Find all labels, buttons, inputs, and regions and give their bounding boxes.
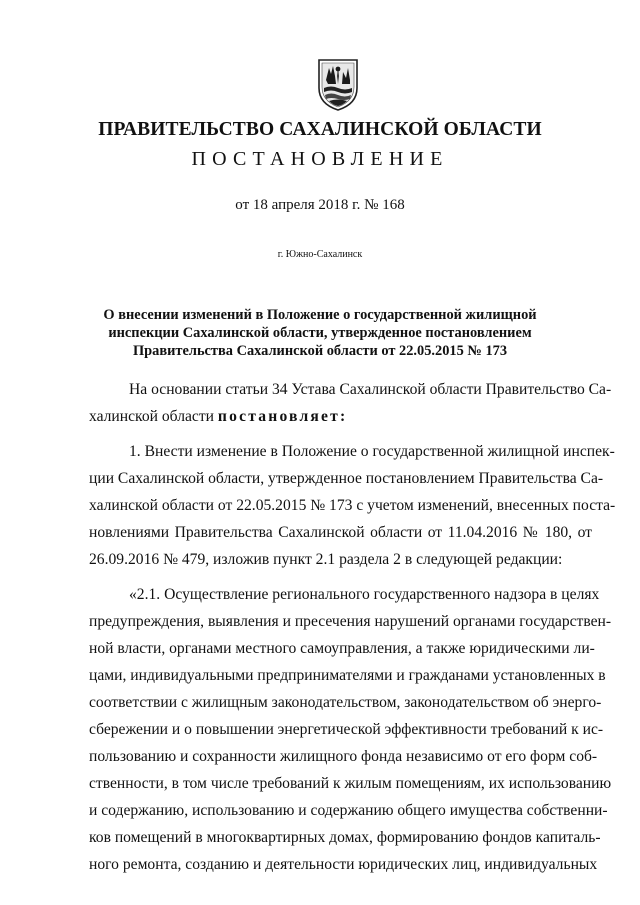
paragraph-line: и содержанию, использованию и содержанию общего имущества собственни-	[89, 802, 608, 819]
decree-keyword: постановляет:	[217, 408, 348, 425]
subject-line: О внесении изменений в Положение о государственной жилищной	[103, 307, 537, 323]
document-city: г. Южно-Сахалинск	[277, 249, 363, 260]
paragraph-line: ции Сахалинской области, утвержденное постановлением Правительства Са-	[89, 470, 604, 487]
paragraph-line: пользованию и сохранности жилищного фонда независимо от его форм соб-	[89, 748, 598, 765]
paragraph-line: ного ремонта, созданию и деятельности юридических лиц, индивидуальных	[89, 856, 598, 873]
paragraph-line: ной власти, органами местного самоуправления, а также юридическими ли-	[89, 640, 595, 657]
paragraph-line: сбережении и о повышении энергетической эффективности требований к ис-	[89, 721, 604, 738]
subject-line: инспекции Сахалинской области, утвержденное постановлением	[108, 325, 532, 341]
paragraph-line: «2.1. Осуществление регионального государственного надзора в целях	[129, 586, 600, 603]
subject-line: Правительства Сахалинской области от 22.05.2015 № 173	[132, 343, 508, 359]
document-date-number: от 18 апреля 2018 г. № 168	[235, 197, 405, 213]
paragraph-line: На основании статьи 34 Устава Сахалинской области Правительство Са-	[129, 381, 612, 398]
document-type: ПОСТАНОВЛЕНИЕ	[191, 148, 449, 170]
paragraph-line: новлениями Правительства Сахалинской области от 11.04.2016 № 180, от	[89, 524, 592, 541]
paragraph-line: халинской области от 22.05.2015 № 173 с учетом изменений, внесенных поста-	[89, 497, 616, 514]
paragraph-line: ков помещений в многоквартирных домах, формированию фондов капиталь-	[89, 829, 601, 846]
paragraph-line: соответствии с жилищным законодательством, законодательством об энерго-	[89, 694, 602, 711]
paragraph-line: цами, индивидуальными предпринимателями и гражданами установленных в	[89, 667, 606, 684]
paragraph-line: 1. Внести изменение в Положение о государственной жилищной инспек-	[129, 443, 615, 460]
organization-title: ПРАВИТЕЛЬСТВО САХАЛИНСКОЙ ОБЛАСТИ	[98, 119, 542, 140]
paragraph-line	[89, 403, 592, 430]
paragraph-text: халинской области	[89, 408, 218, 425]
coat-of-arms-icon	[316, 58, 360, 112]
document-subject	[60, 306, 580, 360]
paragraph-line: предупреждения, выявления и пресечения нарушений органами государствен-	[89, 613, 612, 630]
paragraph-line: ственности, в том числе требований к жилым помещениям, их использованию	[89, 775, 612, 792]
paragraph-line: 26.09.2016 № 479, изложив пункт 2.1 раздела 2 в следующей редакции:	[89, 551, 563, 568]
document-body	[89, 376, 616, 878]
